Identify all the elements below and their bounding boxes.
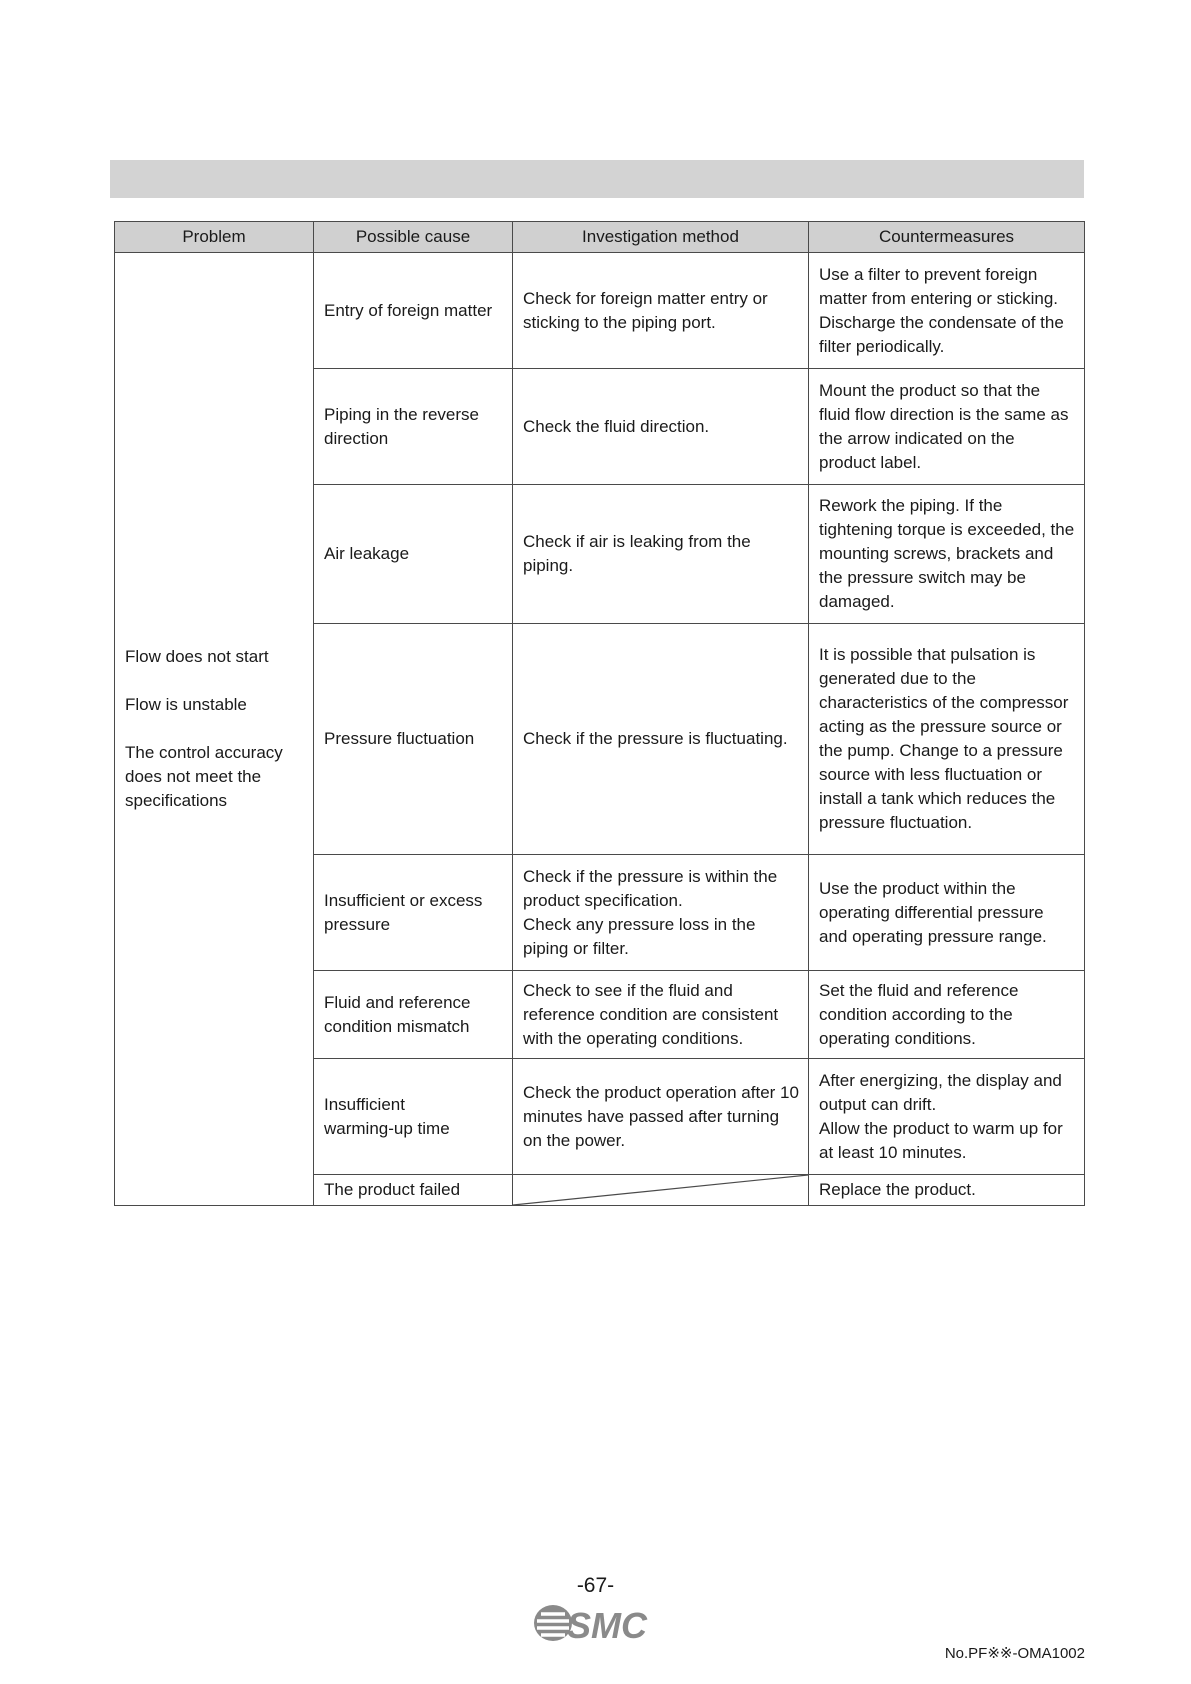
- cause-cell: Insufficient or excess pressure: [314, 855, 513, 971]
- problem-cell: [115, 253, 314, 1206]
- table-header-row: [115, 222, 1085, 253]
- document-number: No.PF※※-OMA1002: [944, 1645, 1085, 1662]
- investigation-cell: Check if the pressure is within the product specification. Check any pressure loss in the piping or filter.: [513, 855, 809, 971]
- cause-cell: Air leakage: [314, 485, 513, 624]
- investigation-cell: Check for foreign matter entry or sticking to the piping port.: [513, 253, 809, 369]
- header-investigation-method: Investigation method: [513, 222, 809, 253]
- investigation-cell: Check if air is leaking from the piping.: [513, 485, 809, 624]
- cause-cell: Entry of foreign matter: [314, 253, 513, 369]
- investigation-cell: Check if the pressure is fluctuating.: [513, 624, 809, 855]
- header-problem: Problem: [115, 222, 314, 253]
- diagonal-strike-line: [513, 1175, 808, 1205]
- countermeasure-cell: Set the fluid and reference condition according to the operating conditions.: [809, 971, 1085, 1059]
- cause-cell: Insufficient warming-up time: [314, 1059, 513, 1175]
- smc-logo-text: SMC: [567, 1605, 647, 1646]
- section-header-band: [110, 160, 1084, 198]
- investigation-not-applicable-cell: [513, 1175, 809, 1206]
- problem-flow-does-not-start: Flow does not start: [125, 647, 269, 666]
- countermeasure-cell: Use a filter to prevent foreign matter from entering or sticking. Discharge the condensate of the filter periodically.: [809, 253, 1085, 369]
- countermeasure-cell: After energizing, the display and output can drift. Allow the product to warm up for at least 10 minutes.: [809, 1059, 1085, 1175]
- countermeasure-cell: It is possible that pulsation is generated due to the characteristics of the compressor acting as the pressure source or the pump. Change to a pressure source with less fluctuation or install a tank which reduces the pressure fluctuation.: [809, 624, 1085, 855]
- smc-logo-icon: [533, 1600, 663, 1646]
- investigation-cell: Check the product operation after 10 minutes have passed after turning on the power.: [513, 1059, 809, 1175]
- countermeasure-cell: Use the product within the operating differential pressure and operating pressure range.: [809, 855, 1085, 971]
- countermeasure-cell: Replace the product.: [809, 1175, 1085, 1206]
- troubleshooting-table: [114, 221, 1085, 1206]
- header-countermeasures: Countermeasures: [809, 222, 1085, 253]
- countermeasure-cell: Rework the piping. If the tightening torque is exceeded, the mounting screws, brackets and the pressure switch may be damaged.: [809, 485, 1085, 624]
- investigation-cell: Check to see if the fluid and reference condition are consistent with the operating conditions.: [513, 971, 809, 1059]
- cause-cell: Piping in the reverse direction: [314, 369, 513, 485]
- header-possible-cause: Possible cause: [314, 222, 513, 253]
- investigation-cell: Check the fluid direction.: [513, 369, 809, 485]
- problem-flow-unstable: Flow is unstable: [125, 695, 247, 714]
- table-row: [115, 253, 1085, 369]
- cause-cell: Fluid and reference condition mismatch: [314, 971, 513, 1059]
- cause-cell: Pressure fluctuation: [314, 624, 513, 855]
- problem-control-accuracy: The control accuracy does not meet the specifications: [125, 743, 283, 810]
- cause-cell: The product failed: [314, 1175, 513, 1206]
- countermeasure-cell: Mount the product so that the fluid flow direction is the same as the arrow indicated on the product label.: [809, 369, 1085, 485]
- page-number: -67-: [576, 1574, 615, 1597]
